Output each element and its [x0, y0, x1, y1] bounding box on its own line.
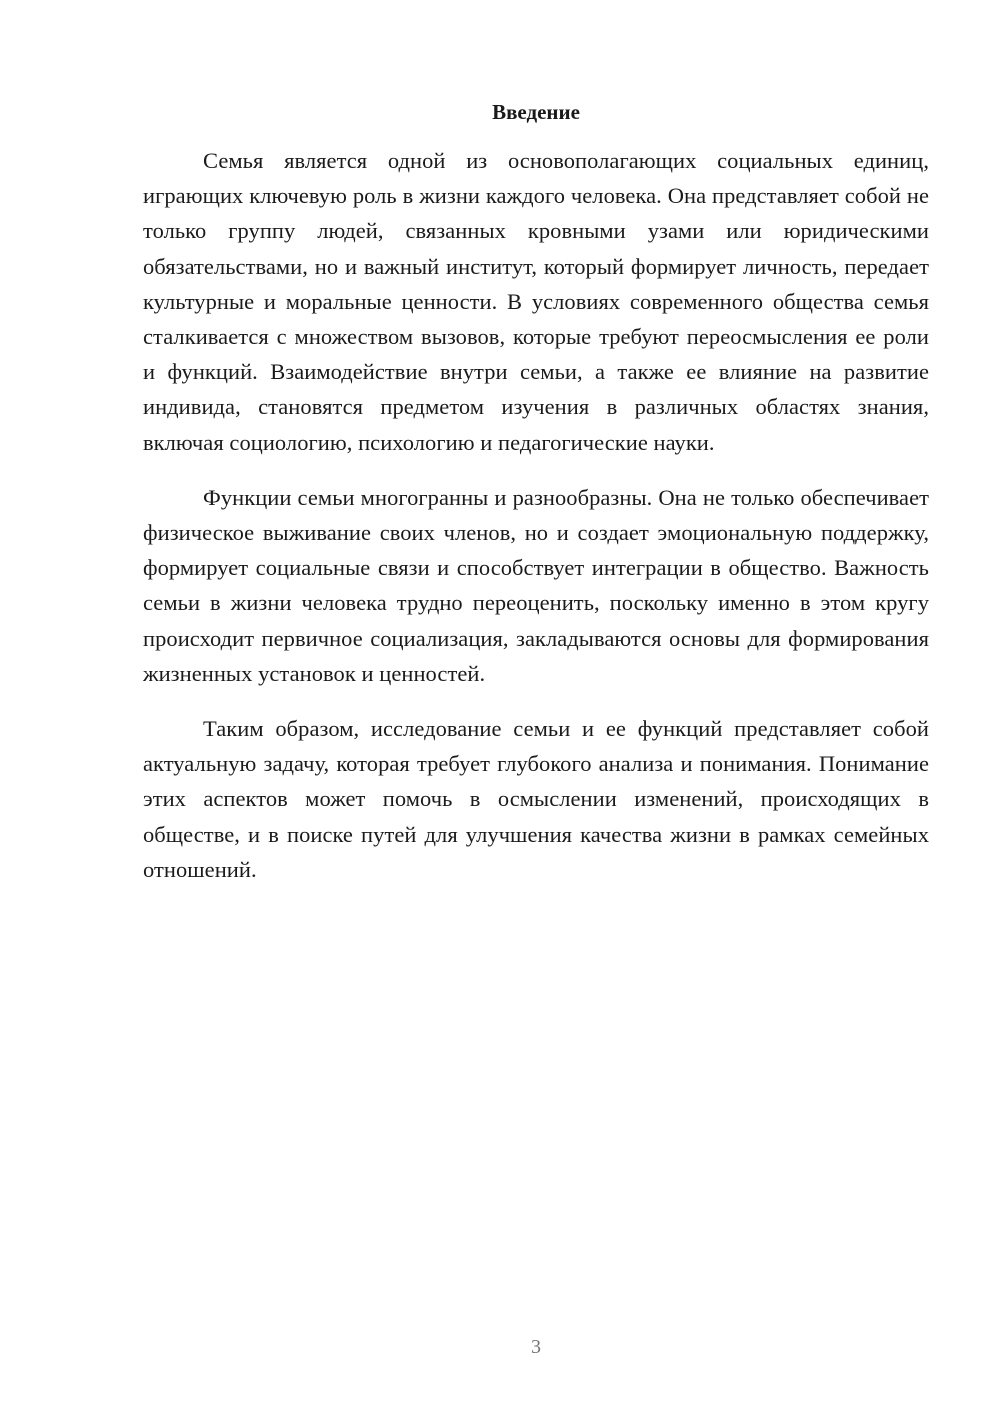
paragraph: Функции семьи многогранны и разнообразны. Она не только обеспечивает физическое выживание своих членов, но и создает эмоциональную поддержку, формирует социальные связи и способствует интеграции в общество. Важность семьи в жизни человека трудно переоценить, поскольку именно в этом кругу происходит первичное социализация, закладываются основы для формирования жизненных установок и ценностей. [143, 484, 929, 686]
paragraph: Семья является одной из основополагающих социальных единиц, играющих ключевую роль в жизни каждого человека. Она представляет собой не только группу людей, связанных кровными узами или юридическими обязательствами, но и важный институт, который формирует личность, передает культурные и моральные ценности. В условиях современного общества семья сталкивается с множеством вызовов, которые требуют переосмысления ее роли и функций. Взаимодействие внутри семьи, а также ее влияние на развитие индивида, становятся предметом изучения в различных областях знания, включая социологию, психологию и педагогические науки. [143, 148, 929, 455]
document-body [143, 143, 929, 907]
page-number: 3 [531, 1336, 541, 1358]
paragraph: Таким образом, исследование семьи и ее функций представляет собой актуальную задачу, которая требует глубокого анализа и понимания. Понимание этих аспектов может помочь в осмыслении изменений, происходящих в обществе, и в поиске путей для улучшения качества жизни в рамках семейных отношений. [143, 716, 929, 882]
section-heading: Введение [492, 100, 580, 124]
